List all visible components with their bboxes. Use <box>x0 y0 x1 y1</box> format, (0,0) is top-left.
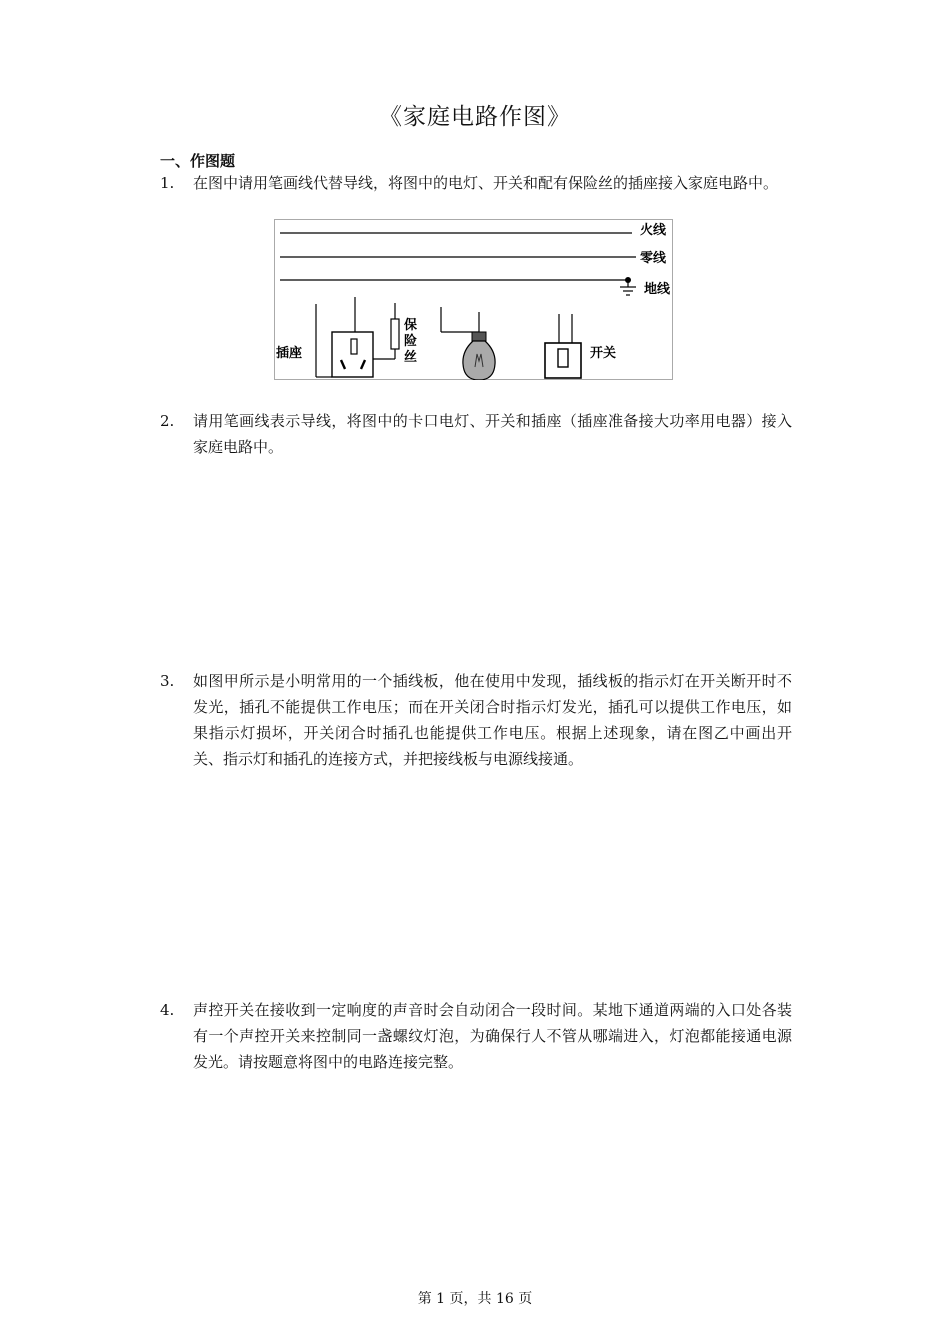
fuse-label-3: 丝 <box>404 350 418 365</box>
question-text: 声控开关在接收到一定响度的声音时会自动闭合一段时间。某地下通道两端的入口处各装有一个声控开关来控制同一盏螺纹灯泡，为确保行人不管从哪端进入，灯泡都能接通电源发光。请按题意将图中的电路连接完整。 <box>193 1001 792 1071</box>
live-label: 火线 <box>640 223 667 238</box>
page-footer: 第 1 页，共 16 页 <box>417 1291 533 1307</box>
question-2 <box>160 408 792 460</box>
question-text: 如图甲所示是小明常用的一个插线板，他在使用中发现，插线板的指示灯在开关断开时不发光，插孔不能提供工作电压；而在开关闭合时指示灯发光，插孔可以提供工作电压，如果指示灯损坏，开关闭合时插孔也能提供工作电压。根据上述现象，请在图乙中画出开关、指示灯和插孔的连接方式，并把接线板与电源线接通。 <box>193 672 792 768</box>
neutral-label: 零线 <box>640 251 667 266</box>
question-number: 4. <box>160 1001 175 1019</box>
question-number: 2. <box>160 412 175 430</box>
fuse-label-1: 保 <box>404 318 418 333</box>
ground-label: 地线 <box>644 282 671 297</box>
socket-label: 插座 <box>276 346 303 361</box>
question-number: 1. <box>160 174 175 192</box>
circuit-figure <box>274 219 673 380</box>
question-text: 在图中请用笔画线代替导线，将图中的电灯、开关和配有保险丝的插座接入家庭电路中。 <box>193 174 779 192</box>
question-1 <box>160 170 792 196</box>
question-4 <box>160 997 792 1075</box>
fuse-label-2: 险 <box>404 334 418 349</box>
question-number: 3. <box>160 672 175 690</box>
question-3 <box>160 668 792 772</box>
question-text: 请用笔画线表示导线，将图中的卡口电灯、开关和插座（插座准备接大功率用电器）接入家庭电路中。 <box>193 412 792 456</box>
switch-label: 开关 <box>590 346 617 361</box>
section-heading: 一、作图题 <box>160 152 236 170</box>
document-title: 《家庭电路作图》 <box>379 104 571 130</box>
